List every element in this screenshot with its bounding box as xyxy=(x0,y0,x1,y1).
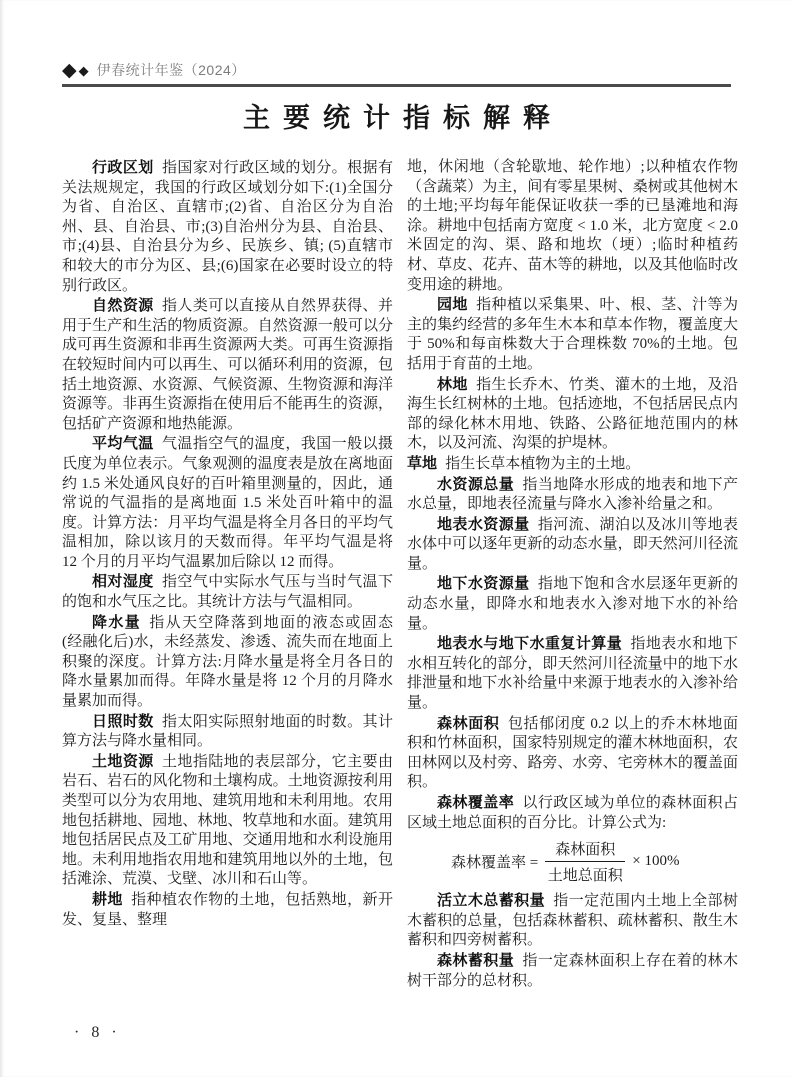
definition-paragraph: 森林面积 包括郁闭度 0.2 以上的乔木林地面积和竹林面积，国家特别规定的灌木林地面积，农田林网以及村旁、路旁、水旁、宅旁林木的覆盖面积。 xyxy=(407,714,738,791)
term-label: 行政区划 xyxy=(92,159,154,176)
term-label: 森林覆盖率 xyxy=(437,794,515,811)
two-column-body xyxy=(62,158,738,991)
formula-lhs: 森林覆盖率 = xyxy=(451,855,539,872)
term-label: 降水量 xyxy=(92,613,142,631)
definition-paragraph: 地表水与地下水重复计算量 指地表水和地下水相互转化的部分，即天然河川径流量中的地下水排泄量和地下水补给量中来源于地表水的入渗补给量。 xyxy=(407,635,738,712)
definition-paragraph: 行政区划 指国家对行政区域的划分。根据有关法规规定，我国的行政区域划分如下:(1)全国分为省、自治区、直辖市;(2)省、自治区分为自治州、县、自治县、市;(3)自治州分为县、自治县、市;(4)县、自治县分为乡、民族乡、镇; (5)直辖市和较大的市分为区、县;(6)国家在必要时设立的特别行政区。 xyxy=(62,159,393,294)
definition-paragraph: 林地 指生长乔木、竹类、灌木的土地，及沿海生长红树林的土地。包括迹地，不包括居民点内部的绿化林木用地、铁路、公路征地范围内的林木，以及河流、沟渠的护堤林。 xyxy=(407,375,738,452)
term-label: 园地 xyxy=(437,296,468,314)
term-label: 地下水资源量 xyxy=(437,575,530,593)
term-label: 日照时数 xyxy=(92,712,154,730)
page-title: 主要统计指标解释 xyxy=(243,103,563,133)
definition-paragraph: 土地资源 土地指陆地的表层部分，它主要由岩石、岩石的风化物和土壤构成。土地资源按利用类型可以分为农用地、建筑用地和未利用地。农用地包括耕地、园地、林地、牧草地和水面。建筑用地包括居民点及工矿用地、交通用地和水利设施用地。未利用地指农用地和建筑用地以外的土地，包括滩涂、荒漠、戈壁、冰川和石山等。 xyxy=(62,752,393,888)
page-number: · 8 · xyxy=(74,1024,121,1041)
definition-paragraph: 自然资源 指人类可以直接从自然界获得、并用于生产和生活的物质资源。自然资源一般可以分成可再生资源和非再生资源两大类。可再生资源指在较短时间内可以再生、可以循环利用的资源，包括土地资源、水资源、气候资源、生物资源和海洋资源等。非再生资源指在使用后不能再生的资源，包括矿产资源和地热能源。 xyxy=(62,297,393,432)
definition-paragraph: 水资源总量 指当地降水形成的地表和地下产水总量，即地表径流量与降水入渗补给量之和。 xyxy=(407,475,738,513)
page-header xyxy=(62,60,246,80)
term-label: 地表水资源量 xyxy=(437,515,530,533)
term-label: 森林蓄积量 xyxy=(437,951,515,969)
definition-paragraph: 森林覆盖率 以行政区域为单位的森林面积占区域土地总面积的百分比。计算公式为: xyxy=(407,794,738,831)
definition-paragraph: 降水量 指从天空降落到地面的液态或固态 (经融化后)水，未经蒸发、渗透、流失而在地面上积聚的深度。计算方法:月降水量是将全月各日的降水量累加而得。年降水量是将 12 个月的月降水量累加而得。 xyxy=(62,613,393,710)
formula-rhs: × 100% xyxy=(632,853,680,870)
formula-denominator: 土地总面积 xyxy=(547,868,623,885)
definition-paragraph: 地下水资源量 指地下饱和含水层逐年更新的动态水量，即降水和地表水入渗对地下水的补给量。 xyxy=(407,575,738,632)
definition-paragraph: 平均气温 气温指空气的温度，我国一般以摄氏度为单位表示。气象观测的温度表是放在离地面约 1.5 米处通风良好的百叶箱里测量的，因此，通常说的气温指的是离地面 1.5 米处百叶箱中的温度。计算方法：月平均气温是将全月各日的平均气温相加，除以该月的天数而得。年平均气温是将 12 个月的月平均气温累加后除以 12 而得。 xyxy=(62,435,393,570)
definition-paragraph: 森林蓄积量 指一定森林面积上存在着的林木树干部分的总材积。 xyxy=(407,951,738,989)
diamond-icon-large: ◆ xyxy=(62,59,77,81)
yearbook-title: 伊春统计年鉴（2024） xyxy=(96,62,246,78)
term-label: 森林面积 xyxy=(437,714,500,732)
formula-numerator: 森林面积 xyxy=(545,838,625,862)
term-label: 平均气温 xyxy=(92,435,154,453)
definition-paragraph: 耕地 指种植农作物的土地，包括熟地，新开发、复垦、整理 xyxy=(62,890,393,928)
definition-paragraph: 相对湿度 指空气中实际水气压与当时气温下的饱和水气压之比。其统计方法与气温相同。 xyxy=(62,573,393,611)
term-label: 水资源总量 xyxy=(437,475,515,493)
term-label: 相对湿度 xyxy=(92,573,154,591)
forest-coverage-formula xyxy=(407,838,738,885)
definition-paragraph: 草地 指生长草本植物为主的土地。 xyxy=(407,454,641,472)
header-rule xyxy=(62,84,731,87)
formula-fraction xyxy=(545,838,625,885)
definition-paragraph: 活立木总蓄积量 指一定范围内土地上全部树木蓄积的总量，包括森林蓄积、疏林蓄积、散生木蓄积和四旁树蓄积。 xyxy=(407,892,738,949)
definition-paragraph: 日照时数 指太阳实际照射地面的时数。其计算方法与降水量相同。 xyxy=(62,712,393,750)
right-column xyxy=(407,158,738,991)
diamond-icon-small: ◆ xyxy=(78,62,89,78)
term-label: 土地资源 xyxy=(92,752,154,770)
term-label: 耕地 xyxy=(92,890,123,908)
term-label: 活立木总蓄积量 xyxy=(437,892,546,910)
definition-paragraph: 地表水资源量 指河流、湖泊以及冰川等地表水体中可以逐年更新的动态水量，即天然河川径流量。 xyxy=(407,515,738,572)
term-label: 地表水与地下水重复计算量 xyxy=(437,635,623,653)
definition-paragraph: 园地 指种植以采集果、叶、根、茎、汁等为主的集约经营的多年生木本和草本作物，覆盖度大于 50%和每亩株数大于合理株数 70%的土地。包括用于育苗的土地。 xyxy=(407,296,738,372)
term-label: 自然资源 xyxy=(92,297,154,315)
term-label: 林地 xyxy=(437,375,468,393)
term-label: 草地 xyxy=(407,454,438,472)
left-column xyxy=(62,158,393,991)
definition-paragraph: 地，休闲地（含轮歇地、轮作地）;以种植农作物（含蔬菜）为主，间有零星果树、桑树或其他树木的土地;平均每年能保证收获一季的已垦滩地和海涂。耕地中包括南方宽度 < 1.0 米，北方宽度 < 2.0 米固定的沟、渠、路和地坎（埂）;临时种植药材、草皮、花卉、苗木等的耕地，以及其他临时改变用途的耕地。 xyxy=(407,159,738,293)
